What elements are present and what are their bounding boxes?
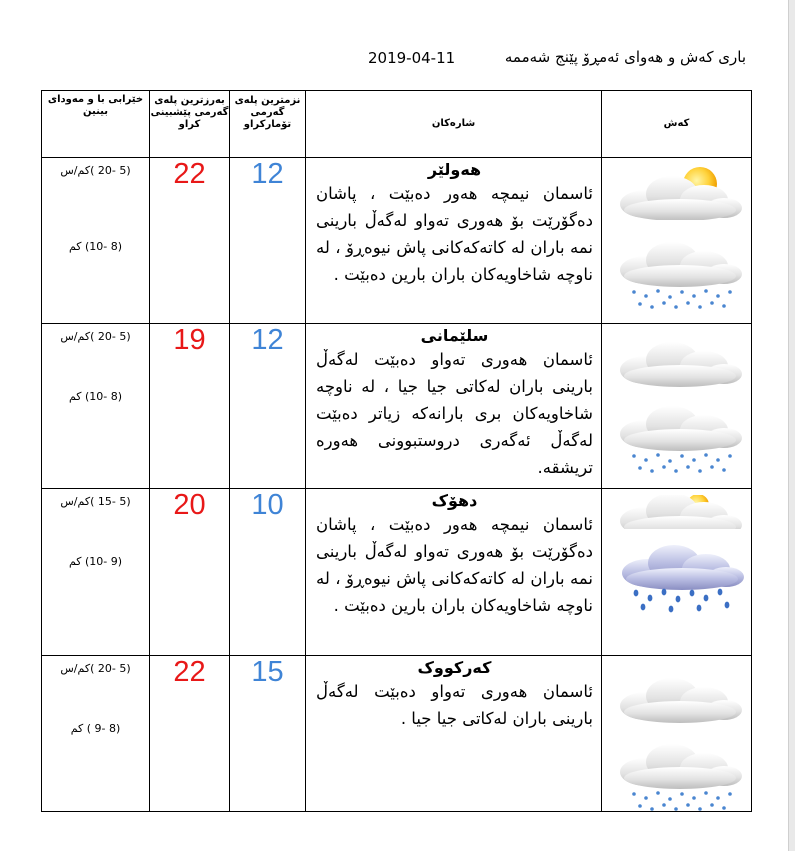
- wind-visibility-cell: [42, 158, 150, 324]
- heavy-rain-cloud-icon: [614, 535, 744, 615]
- city-cell: [306, 324, 602, 489]
- table-row: [42, 489, 752, 656]
- city-name: دهۆک: [431, 491, 478, 510]
- partly-cloudy-sun-icon: [614, 495, 744, 529]
- table-row: [42, 324, 752, 489]
- city-cell: [306, 656, 602, 812]
- wind-visibility-cell: [42, 489, 150, 656]
- forecast-date: 2019-04-11: [368, 49, 456, 67]
- max-temp: 22: [150, 158, 230, 324]
- col-header-max-temp: بەرزترین پلەی گەرمی پێشبینی کراو: [150, 91, 230, 158]
- visibility: (8 -10) کم: [68, 240, 123, 253]
- city-cell: [306, 489, 602, 656]
- city-name: سلێمانی: [420, 326, 489, 345]
- max-temp: 19: [150, 324, 230, 489]
- max-temp: 20: [150, 489, 230, 656]
- page-edge: [788, 0, 795, 851]
- city-name: کەرکووک: [417, 658, 492, 677]
- visibility: (9 -10) کم: [68, 555, 123, 568]
- weather-icon-cell: [602, 158, 752, 324]
- rain-cloud-icon: [614, 738, 744, 812]
- visibility: (8 -10) کم: [68, 390, 123, 403]
- forecast-description: ئاسمان نیمچە هەور دەبێت ، پاشان دەگۆرێت بۆ هەوری تەواو لەگەڵ بارینی نمە باران لە کاتەکەکانی پاش نیوەڕۆ ، لە ناوچە شاخاویەکان باران بارین دەبێت .: [316, 515, 593, 615]
- col-header-min-temp: نزمترین پلەی گەرمی تۆمارکراو: [230, 91, 306, 158]
- table-row: [42, 656, 752, 812]
- col-header-wind: خێرابی با و مەودای بینین: [42, 91, 150, 158]
- col-header-weather: کەش: [602, 91, 752, 158]
- cloudy-icon: [614, 672, 744, 726]
- forecast-description: ئاسمان هەوری تەواو دەبێت لەگەڵ بارینی باران لەکاتی جیا جیا .: [316, 682, 593, 728]
- rain-cloud-icon: [614, 236, 744, 310]
- weather-icon-cell: [602, 324, 752, 489]
- min-temp: 12: [230, 158, 306, 324]
- forecast-title: باری کەش و هەوای ئەمڕۆ پێنج شەممە: [504, 48, 746, 66]
- wind-visibility-cell: [42, 324, 150, 489]
- wind-speed: (5 -20 )کم/س: [60, 330, 131, 343]
- min-temp: 15: [230, 656, 306, 812]
- weather-icon-cell: [602, 489, 752, 656]
- wind-speed: (5 -15 )کم/س: [60, 495, 131, 508]
- table-row: [42, 158, 752, 324]
- city-cell: [306, 158, 602, 324]
- rain-cloud-icon: [614, 400, 744, 474]
- city-name: هەولێر: [427, 160, 482, 179]
- partly-cloudy-sun-icon: [614, 166, 744, 220]
- min-temp: 12: [230, 324, 306, 489]
- forecast-description: ئاسمان هەوری تەواو دەبێت لەگەڵ بارینی باران لەکاتی جیا جیا ، لە ناوچە شاخاویەکان بری بارانەکە زیاتر دەبێت لەگەڵ ئەگەری دروستبوونی هەورە تریشقە.: [316, 350, 593, 477]
- visibility: (8 -9 ) کم: [70, 722, 121, 735]
- cloudy-icon: [614, 336, 744, 390]
- weather-icon-cell: [602, 656, 752, 812]
- wind-speed: (5 -20 )کم/س: [60, 662, 131, 675]
- wind-speed: (5 -20 )کم/س: [60, 164, 131, 177]
- forecast-description: ئاسمان نیمچە هەور دەبێت ، پاشان دەگۆرێت بۆ هەوری تەواو لەگەڵ بارینی نمە باران لە کاتەکەکانی پاش نیوەڕۆ ، لە ناوچە شاخاویەکان باران بارین دەبێت .: [316, 184, 593, 284]
- header-row: [42, 91, 752, 158]
- min-temp: 10: [230, 489, 306, 656]
- wind-visibility-cell: [42, 656, 150, 812]
- col-header-city: شارەکان: [306, 91, 602, 158]
- max-temp: 22: [150, 656, 230, 812]
- weather-table: [41, 90, 752, 812]
